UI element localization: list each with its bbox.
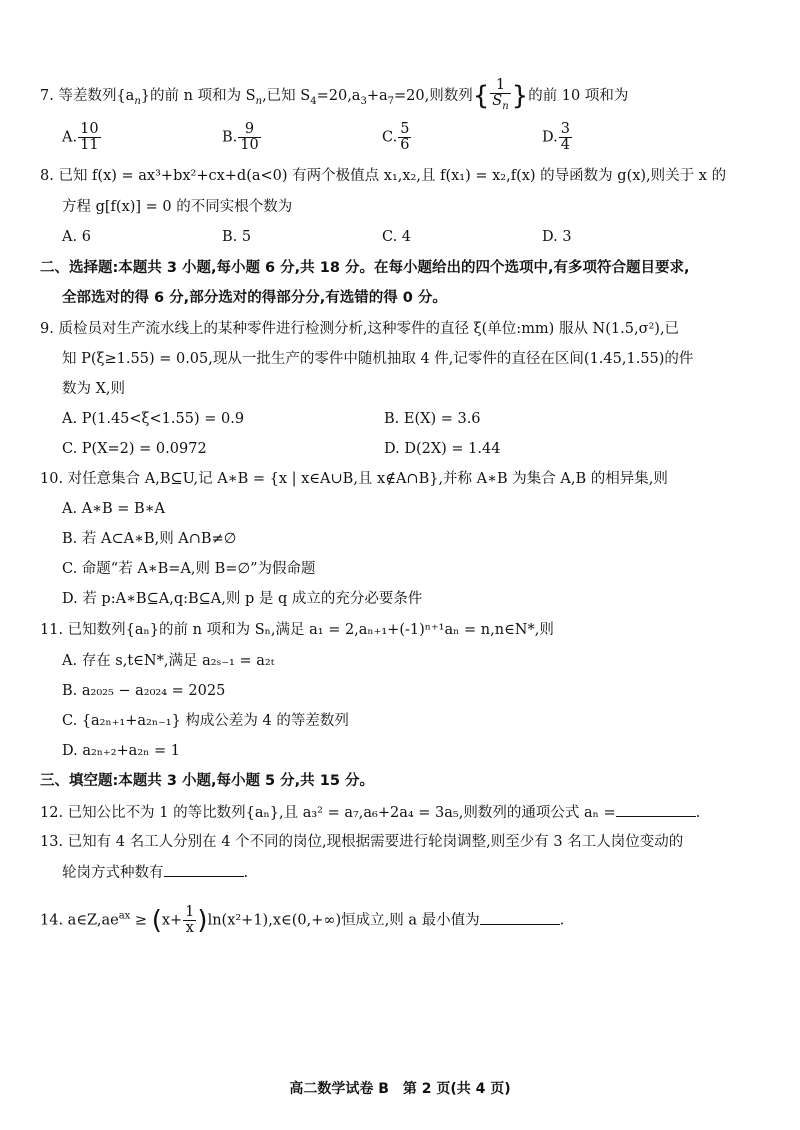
q12-answer-blank[interactable] — [616, 802, 696, 817]
q7-option-c: C. $\frac{5}{6}$ — [382, 121, 410, 153]
q7-text-c: ,已知 S — [262, 87, 311, 104]
q9-option-c: C. P(X=2) = 0.0972 — [62, 441, 207, 457]
q7-text-f: =20,则数列 — [394, 87, 473, 104]
q10-option-b: B. 若 A⊂A∗B,则 A∩B≠∅ — [62, 531, 237, 547]
q11-option-b: B. a₂₀₂₅ − a₂₀₂₄ = 2025 — [62, 683, 226, 699]
section3-heading: 三、填空题:本题共 3 小题,每小题 5 分,共 15 分。 — [40, 773, 374, 789]
q11-option-d: D. a₂ₙ₊₂+a₂ₙ = 1 — [62, 743, 180, 759]
q12-stem: 12. 已知公比不为 1 的等比数列{aₙ},且 a₃² = a₇,a₆+2a₄ = 3a₅,则数列的通项公式 aₙ = . — [40, 802, 700, 823]
q8-option-d: D. 3 — [542, 229, 572, 245]
q10-option-d: D. 若 p:A∗B⊆A,q:B⊆A,则 p 是 q 成立的充分必要条件 — [62, 591, 423, 607]
q13-stem-line1: 13. 已知有 4 名工人分别在 4 个不同的岗位,现根据需要进行轮岗调整,则至少有 3 名工人岗位变动的 — [40, 834, 684, 850]
q9-option-d: D. D(2X) = 1.44 — [384, 441, 501, 457]
q9-stem-line1: 9. 质检员对生产流水线上的某种零件进行检测分析,这种零件的直径 ξ(单位:mm) 服从 N(1.5,σ²),已 — [40, 321, 680, 337]
q11-option-c: C. {a₂ₙ₊₁+a₂ₙ₋₁} 构成公差为 4 的等差数列 — [62, 713, 349, 729]
q7-option-b: B. $\frac{9}{10}$ — [222, 121, 259, 153]
q7-text-e: +a — [366, 87, 388, 104]
q11-option-a: A. 存在 s,t∈N*,满足 a₂ₛ₋₁ = a₂ₜ — [62, 653, 275, 669]
q8-stem-line1: 8. 已知 f(x) = ax³+bx²+cx+d(a<0) 有两个极值点 x₁,x₂,且 f(x₁) = x₂,f(x) 的导函数为 g(x),则关于 x 的 — [40, 168, 727, 184]
q9-stem-line3: 数为 X,则 — [62, 381, 126, 397]
q9-option-a: A. P(1.45<ξ<1.55) = 0.9 — [62, 411, 245, 427]
q7-option-a: A. $\frac{10}{11}$ — [62, 121, 99, 153]
q8-option-c: C. 4 — [382, 229, 412, 245]
q12-text: 12. 已知公比不为 1 的等比数列{aₙ},且 a₃² = a₇,a₆+2a₄ = 3a₅,则数列的通项公式 aₙ = — [40, 805, 616, 821]
q7-text-a: 7. 等差数列{a — [40, 87, 135, 104]
q10-stem: 10. 对任意集合 A,B⊆U,记 A∗B = {x | x∈A∪B,且 x∉A∩B},并称 A∗B 为集合 A,B 的相异集,则 — [40, 471, 668, 487]
q13-answer-blank[interactable] — [164, 862, 244, 877]
q8-option-a: A. 6 — [62, 229, 91, 245]
q14-stem: 14. $a\in Z,ae^{ax} \ge (x+$ $\frac{1}{x}$ )ln(x²+1),x∈(0,+∞)恒成立,则 a 最小值为 . — [40, 904, 565, 936]
q14-fraction: $\frac{1}{x}$ — [185, 904, 195, 936]
q13-stem-line2: 轮岗方式种数有 . — [62, 862, 248, 883]
q9-stem-line2: 知 P(ξ≥1.55) = 0.05,现从一批生产的零件中随机抽取 4 件,记零件的直径在区间(1.45,1.55)的件 — [62, 351, 694, 367]
q10-option-c: C. 命题“若 A∗B=A,则 B=∅”为假命题 — [62, 561, 316, 577]
q7-option-d: D. $\frac{3}{4}$ — [542, 121, 570, 153]
q9-option-b: B. E(X) = 3.6 — [384, 411, 481, 427]
q7-stem: 7. 等差数列$\{a_n\}$的前 n 项和为 $S_n$,已知 $S_4=20,a_3+a_7=20$,则数列{ $\frac{1}{S_n}$ }的前 10 项和为 — [40, 77, 629, 112]
q11-stem: 11. 已知数列{aₙ}的前 n 项和为 Sₙ,满足 a₁ = 2,aₙ₊₁+(-1)ⁿ⁺¹aₙ = n,n∈N*,则 — [40, 622, 554, 638]
q7-seq-fraction: $\frac{1}{S_n}$ — [492, 77, 509, 112]
q7-text-d: =20,a — [316, 87, 361, 104]
q14-answer-blank[interactable] — [480, 910, 560, 925]
section2-heading: 二、选择题:本题共 3 小题,每小题 6 分,共 18 分。在每小题给出的四个选项中,有多项符合题目要求, — [40, 260, 690, 276]
q7-text-g: 的前 10 项和为 — [528, 87, 629, 104]
section2-heading-line2: 全部选对的得 6 分,部分选对的得部分分,有选错的得 0 分。 — [62, 290, 447, 306]
q7-text-b: }的前 n 项和为 S — [140, 87, 256, 104]
q8-option-b: B. 5 — [222, 229, 252, 245]
q10-option-a: A. A∗B = B∗A — [62, 501, 166, 517]
q8-stem-line2: 方程 g[f(x)] = 0 的不同实根个数为 — [62, 199, 293, 215]
page-footer: 高二数学试卷 B 第 2 页(共 4 页) — [289, 1081, 511, 1097]
